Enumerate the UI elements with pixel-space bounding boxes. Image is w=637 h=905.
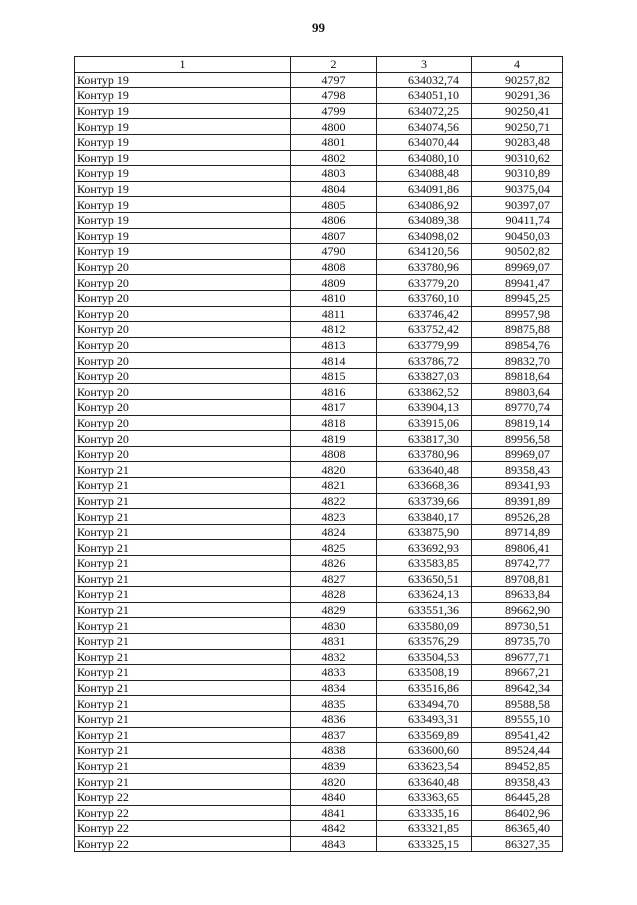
point-number-cell: 4826 bbox=[291, 556, 377, 572]
point-number-cell: 4799 bbox=[291, 103, 377, 119]
y-coordinate-cell: 90291,36 bbox=[472, 88, 563, 104]
x-coordinate-cell: 634051,10 bbox=[377, 88, 472, 104]
y-coordinate-cell: 89541,42 bbox=[472, 727, 563, 743]
table-row bbox=[75, 197, 563, 213]
column-header-1: 1 bbox=[75, 57, 291, 73]
y-coordinate-cell: 89957,98 bbox=[472, 306, 563, 322]
table-row bbox=[75, 493, 563, 509]
y-coordinate-cell: 89969,07 bbox=[472, 446, 563, 462]
table-row bbox=[75, 509, 563, 525]
point-number-cell: 4807 bbox=[291, 228, 377, 244]
contour-name-cell: Контур 21 bbox=[75, 665, 291, 681]
x-coordinate-cell: 633640,48 bbox=[377, 462, 472, 478]
x-coordinate-cell: 634072,25 bbox=[377, 103, 472, 119]
point-number-cell: 4797 bbox=[291, 72, 377, 88]
table-row bbox=[75, 665, 563, 681]
table-row bbox=[75, 680, 563, 696]
y-coordinate-cell: 89555,10 bbox=[472, 711, 563, 727]
table-row bbox=[75, 446, 563, 462]
contour-name-cell: Контур 20 bbox=[75, 322, 291, 338]
x-coordinate-cell: 634088,48 bbox=[377, 166, 472, 182]
x-coordinate-cell: 633583,85 bbox=[377, 556, 472, 572]
y-coordinate-cell: 86327,35 bbox=[472, 836, 563, 852]
table-row bbox=[75, 571, 563, 587]
point-number-cell: 4842 bbox=[291, 821, 377, 837]
table-row bbox=[75, 618, 563, 634]
y-coordinate-cell: 86402,96 bbox=[472, 805, 563, 821]
contour-name-cell: Контур 19 bbox=[75, 88, 291, 104]
table-row bbox=[75, 134, 563, 150]
x-coordinate-cell: 634091,86 bbox=[377, 181, 472, 197]
table-row bbox=[75, 337, 563, 353]
contour-name-cell: Контур 22 bbox=[75, 805, 291, 821]
x-coordinate-cell: 633827,03 bbox=[377, 368, 472, 384]
contour-name-cell: Контур 19 bbox=[75, 103, 291, 119]
contour-name-cell: Контур 20 bbox=[75, 400, 291, 416]
y-coordinate-cell: 90283,48 bbox=[472, 134, 563, 150]
y-coordinate-cell: 90502,82 bbox=[472, 244, 563, 260]
contour-name-cell: Контур 19 bbox=[75, 197, 291, 213]
contour-name-cell: Контур 19 bbox=[75, 134, 291, 150]
x-coordinate-cell: 633840,17 bbox=[377, 509, 472, 525]
y-coordinate-cell: 89969,07 bbox=[472, 259, 563, 275]
table-row bbox=[75, 805, 563, 821]
y-coordinate-cell: 89730,51 bbox=[472, 618, 563, 634]
table-row bbox=[75, 150, 563, 166]
contour-name-cell: Контур 19 bbox=[75, 72, 291, 88]
point-number-cell: 4825 bbox=[291, 540, 377, 556]
x-coordinate-cell: 633508,19 bbox=[377, 665, 472, 681]
point-number-cell: 4801 bbox=[291, 134, 377, 150]
point-number-cell: 4820 bbox=[291, 774, 377, 790]
contour-name-cell: Контур 20 bbox=[75, 290, 291, 306]
x-coordinate-cell: 633335,16 bbox=[377, 805, 472, 821]
y-coordinate-cell: 90411,74 bbox=[472, 212, 563, 228]
table-row bbox=[75, 789, 563, 805]
table-row bbox=[75, 306, 563, 322]
table-row bbox=[75, 602, 563, 618]
point-number-cell: 4812 bbox=[291, 322, 377, 338]
contour-name-cell: Контур 21 bbox=[75, 524, 291, 540]
column-header-4: 4 bbox=[472, 57, 563, 73]
x-coordinate-cell: 633668,36 bbox=[377, 478, 472, 494]
point-number-cell: 4804 bbox=[291, 181, 377, 197]
x-coordinate-cell: 633363,65 bbox=[377, 789, 472, 805]
table-row bbox=[75, 244, 563, 260]
x-coordinate-cell: 633915,06 bbox=[377, 415, 472, 431]
y-coordinate-cell: 89956,58 bbox=[472, 431, 563, 447]
point-number-cell: 4808 bbox=[291, 446, 377, 462]
x-coordinate-cell: 633786,72 bbox=[377, 353, 472, 369]
contour-name-cell: Контур 21 bbox=[75, 774, 291, 790]
y-coordinate-cell: 89819,14 bbox=[472, 415, 563, 431]
x-coordinate-cell: 633321,85 bbox=[377, 821, 472, 837]
x-coordinate-cell: 633569,89 bbox=[377, 727, 472, 743]
point-number-cell: 4827 bbox=[291, 571, 377, 587]
y-coordinate-cell: 89358,43 bbox=[472, 462, 563, 478]
point-number-cell: 4839 bbox=[291, 758, 377, 774]
x-coordinate-cell: 633780,96 bbox=[377, 446, 472, 462]
contour-name-cell: Контур 21 bbox=[75, 618, 291, 634]
x-coordinate-cell: 633862,52 bbox=[377, 384, 472, 400]
contour-name-cell: Контур 21 bbox=[75, 633, 291, 649]
y-coordinate-cell: 89526,28 bbox=[472, 509, 563, 525]
point-number-cell: 4820 bbox=[291, 462, 377, 478]
y-coordinate-cell: 89832,70 bbox=[472, 353, 563, 369]
x-coordinate-cell: 633640,48 bbox=[377, 774, 472, 790]
x-coordinate-cell: 633779,99 bbox=[377, 337, 472, 353]
table-row bbox=[75, 166, 563, 182]
y-coordinate-cell: 89941,47 bbox=[472, 275, 563, 291]
y-coordinate-cell: 89708,81 bbox=[472, 571, 563, 587]
point-number-cell: 4830 bbox=[291, 618, 377, 634]
point-number-cell: 4838 bbox=[291, 743, 377, 759]
table-row bbox=[75, 524, 563, 540]
table-row bbox=[75, 322, 563, 338]
contour-name-cell: Контур 20 bbox=[75, 259, 291, 275]
point-number-cell: 4836 bbox=[291, 711, 377, 727]
contour-name-cell: Контур 21 bbox=[75, 493, 291, 509]
contour-name-cell: Контур 21 bbox=[75, 727, 291, 743]
contour-name-cell: Контур 22 bbox=[75, 836, 291, 852]
contour-name-cell: Контур 21 bbox=[75, 743, 291, 759]
contour-name-cell: Контур 20 bbox=[75, 306, 291, 322]
point-number-cell: 4834 bbox=[291, 680, 377, 696]
y-coordinate-cell: 89667,21 bbox=[472, 665, 563, 681]
contour-name-cell: Контур 20 bbox=[75, 353, 291, 369]
contour-name-cell: Контур 20 bbox=[75, 384, 291, 400]
table-row bbox=[75, 181, 563, 197]
contour-name-cell: Контур 21 bbox=[75, 556, 291, 572]
x-coordinate-cell: 633650,51 bbox=[377, 571, 472, 587]
table-row bbox=[75, 384, 563, 400]
table-row bbox=[75, 88, 563, 104]
table-body bbox=[75, 72, 563, 852]
point-number-cell: 4843 bbox=[291, 836, 377, 852]
contour-name-cell: Контур 21 bbox=[75, 571, 291, 587]
y-coordinate-cell: 86365,40 bbox=[472, 821, 563, 837]
point-number-cell: 4819 bbox=[291, 431, 377, 447]
contour-name-cell: Контур 19 bbox=[75, 181, 291, 197]
contour-name-cell: Контур 21 bbox=[75, 711, 291, 727]
contour-name-cell: Контур 22 bbox=[75, 821, 291, 837]
point-number-cell: 4837 bbox=[291, 727, 377, 743]
y-coordinate-cell: 89735,70 bbox=[472, 633, 563, 649]
x-coordinate-cell: 633746,42 bbox=[377, 306, 472, 322]
contour-name-cell: Контур 21 bbox=[75, 602, 291, 618]
point-number-cell: 4803 bbox=[291, 166, 377, 182]
y-coordinate-cell: 89742,77 bbox=[472, 556, 563, 572]
table-row bbox=[75, 103, 563, 119]
table-row bbox=[75, 649, 563, 665]
x-coordinate-cell: 633493,31 bbox=[377, 711, 472, 727]
x-coordinate-cell: 634070,44 bbox=[377, 134, 472, 150]
point-number-cell: 4823 bbox=[291, 509, 377, 525]
x-coordinate-cell: 633875,90 bbox=[377, 524, 472, 540]
y-coordinate-cell: 90250,71 bbox=[472, 119, 563, 135]
point-number-cell: 4813 bbox=[291, 337, 377, 353]
table-row bbox=[75, 353, 563, 369]
x-coordinate-cell: 633504,53 bbox=[377, 649, 472, 665]
y-coordinate-cell: 89662,90 bbox=[472, 602, 563, 618]
y-coordinate-cell: 89818,64 bbox=[472, 368, 563, 384]
contour-name-cell: Контур 21 bbox=[75, 462, 291, 478]
contour-name-cell: Контур 20 bbox=[75, 368, 291, 384]
table-row bbox=[75, 821, 563, 837]
table-row bbox=[75, 478, 563, 494]
y-coordinate-cell: 89806,41 bbox=[472, 540, 563, 556]
point-number-cell: 4835 bbox=[291, 696, 377, 712]
y-coordinate-cell: 89341,93 bbox=[472, 478, 563, 494]
contour-name-cell: Контур 21 bbox=[75, 680, 291, 696]
coordinates-table bbox=[74, 56, 563, 852]
point-number-cell: 4829 bbox=[291, 602, 377, 618]
x-coordinate-cell: 634074,56 bbox=[377, 119, 472, 135]
x-coordinate-cell: 634032,74 bbox=[377, 72, 472, 88]
x-coordinate-cell: 633623,54 bbox=[377, 758, 472, 774]
x-coordinate-cell: 634120,56 bbox=[377, 244, 472, 260]
x-coordinate-cell: 634089,38 bbox=[377, 212, 472, 228]
y-coordinate-cell: 89803,64 bbox=[472, 384, 563, 400]
contour-name-cell: Контур 20 bbox=[75, 446, 291, 462]
x-coordinate-cell: 633516,86 bbox=[377, 680, 472, 696]
x-coordinate-cell: 634080,10 bbox=[377, 150, 472, 166]
table-row bbox=[75, 119, 563, 135]
x-coordinate-cell: 633600,60 bbox=[377, 743, 472, 759]
y-coordinate-cell: 89588,58 bbox=[472, 696, 563, 712]
x-coordinate-cell: 633780,96 bbox=[377, 259, 472, 275]
point-number-cell: 4818 bbox=[291, 415, 377, 431]
x-coordinate-cell: 633904,13 bbox=[377, 400, 472, 416]
point-number-cell: 4802 bbox=[291, 150, 377, 166]
contour-name-cell: Контур 19 bbox=[75, 228, 291, 244]
point-number-cell: 4809 bbox=[291, 275, 377, 291]
table-row bbox=[75, 587, 563, 603]
x-coordinate-cell: 633551,36 bbox=[377, 602, 472, 618]
table-row bbox=[75, 633, 563, 649]
contour-name-cell: Контур 21 bbox=[75, 509, 291, 525]
point-number-cell: 4811 bbox=[291, 306, 377, 322]
contour-name-cell: Контур 19 bbox=[75, 212, 291, 228]
point-number-cell: 4805 bbox=[291, 197, 377, 213]
y-coordinate-cell: 89642,34 bbox=[472, 680, 563, 696]
x-coordinate-cell: 633779,20 bbox=[377, 275, 472, 291]
point-number-cell: 4790 bbox=[291, 244, 377, 260]
point-number-cell: 4840 bbox=[291, 789, 377, 805]
contour-name-cell: Контур 19 bbox=[75, 150, 291, 166]
contour-name-cell: Контур 19 bbox=[75, 244, 291, 260]
x-coordinate-cell: 633494,70 bbox=[377, 696, 472, 712]
point-number-cell: 4817 bbox=[291, 400, 377, 416]
table-row bbox=[75, 540, 563, 556]
x-coordinate-cell: 634098,02 bbox=[377, 228, 472, 244]
point-number-cell: 4815 bbox=[291, 368, 377, 384]
table-row bbox=[75, 212, 563, 228]
y-coordinate-cell: 90250,41 bbox=[472, 103, 563, 119]
contour-name-cell: Контур 20 bbox=[75, 275, 291, 291]
y-coordinate-cell: 89452,85 bbox=[472, 758, 563, 774]
y-coordinate-cell: 89854,76 bbox=[472, 337, 563, 353]
table-row bbox=[75, 836, 563, 852]
y-coordinate-cell: 86445,28 bbox=[472, 789, 563, 805]
table-row bbox=[75, 72, 563, 88]
contour-name-cell: Контур 20 bbox=[75, 431, 291, 447]
point-number-cell: 4824 bbox=[291, 524, 377, 540]
contour-name-cell: Контур 20 bbox=[75, 415, 291, 431]
contour-name-cell: Контур 21 bbox=[75, 540, 291, 556]
table-row bbox=[75, 415, 563, 431]
table-row bbox=[75, 556, 563, 572]
table-row bbox=[75, 228, 563, 244]
point-number-cell: 4800 bbox=[291, 119, 377, 135]
y-coordinate-cell: 89677,71 bbox=[472, 649, 563, 665]
point-number-cell: 4816 bbox=[291, 384, 377, 400]
x-coordinate-cell: 633325,15 bbox=[377, 836, 472, 852]
x-coordinate-cell: 634086,92 bbox=[377, 197, 472, 213]
point-number-cell: 4810 bbox=[291, 290, 377, 306]
y-coordinate-cell: 89391,89 bbox=[472, 493, 563, 509]
contour-name-cell: Контур 19 bbox=[75, 119, 291, 135]
table-row bbox=[75, 368, 563, 384]
point-number-cell: 4841 bbox=[291, 805, 377, 821]
y-coordinate-cell: 89524,44 bbox=[472, 743, 563, 759]
point-number-cell: 4798 bbox=[291, 88, 377, 104]
contour-name-cell: Контур 19 bbox=[75, 166, 291, 182]
y-coordinate-cell: 89358,43 bbox=[472, 774, 563, 790]
table-row bbox=[75, 727, 563, 743]
y-coordinate-cell: 90375,04 bbox=[472, 181, 563, 197]
x-coordinate-cell: 633739,66 bbox=[377, 493, 472, 509]
contour-name-cell: Контур 22 bbox=[75, 789, 291, 805]
table-row bbox=[75, 290, 563, 306]
table-row bbox=[75, 743, 563, 759]
point-number-cell: 4832 bbox=[291, 649, 377, 665]
table-row bbox=[75, 259, 563, 275]
x-coordinate-cell: 633624,13 bbox=[377, 587, 472, 603]
y-coordinate-cell: 89875,88 bbox=[472, 322, 563, 338]
y-coordinate-cell: 90310,62 bbox=[472, 150, 563, 166]
column-header-2: 2 bbox=[291, 57, 377, 73]
y-coordinate-cell: 89633,84 bbox=[472, 587, 563, 603]
table-row bbox=[75, 462, 563, 478]
table-row bbox=[75, 774, 563, 790]
page-number: 99 bbox=[312, 20, 325, 35]
column-header-3: 3 bbox=[377, 57, 472, 73]
contour-name-cell: Контур 20 bbox=[75, 337, 291, 353]
contour-name-cell: Контур 21 bbox=[75, 696, 291, 712]
table-row bbox=[75, 696, 563, 712]
point-number-cell: 4821 bbox=[291, 478, 377, 494]
y-coordinate-cell: 89714,89 bbox=[472, 524, 563, 540]
table-row bbox=[75, 275, 563, 291]
table-row bbox=[75, 400, 563, 416]
point-number-cell: 4822 bbox=[291, 493, 377, 509]
contour-name-cell: Контур 21 bbox=[75, 758, 291, 774]
point-number-cell: 4814 bbox=[291, 353, 377, 369]
y-coordinate-cell: 90257,82 bbox=[472, 72, 563, 88]
x-coordinate-cell: 633760,10 bbox=[377, 290, 472, 306]
y-coordinate-cell: 90310,89 bbox=[472, 166, 563, 182]
point-number-cell: 4828 bbox=[291, 587, 377, 603]
y-coordinate-cell: 89770,74 bbox=[472, 400, 563, 416]
y-coordinate-cell: 90450,03 bbox=[472, 228, 563, 244]
contour-name-cell: Контур 21 bbox=[75, 478, 291, 494]
table-row bbox=[75, 711, 563, 727]
x-coordinate-cell: 633817,30 bbox=[377, 431, 472, 447]
x-coordinate-cell: 633576,29 bbox=[377, 633, 472, 649]
point-number-cell: 4806 bbox=[291, 212, 377, 228]
point-number-cell: 4833 bbox=[291, 665, 377, 681]
point-number-cell: 4808 bbox=[291, 259, 377, 275]
contour-name-cell: Контур 21 bbox=[75, 587, 291, 603]
table-row bbox=[75, 758, 563, 774]
y-coordinate-cell: 89945,25 bbox=[472, 290, 563, 306]
x-coordinate-cell: 633580,09 bbox=[377, 618, 472, 634]
x-coordinate-cell: 633692,93 bbox=[377, 540, 472, 556]
point-number-cell: 4831 bbox=[291, 633, 377, 649]
table-row bbox=[75, 431, 563, 447]
x-coordinate-cell: 633752,42 bbox=[377, 322, 472, 338]
y-coordinate-cell: 90397,07 bbox=[472, 197, 563, 213]
table-header-row bbox=[75, 57, 563, 73]
contour-name-cell: Контур 21 bbox=[75, 649, 291, 665]
